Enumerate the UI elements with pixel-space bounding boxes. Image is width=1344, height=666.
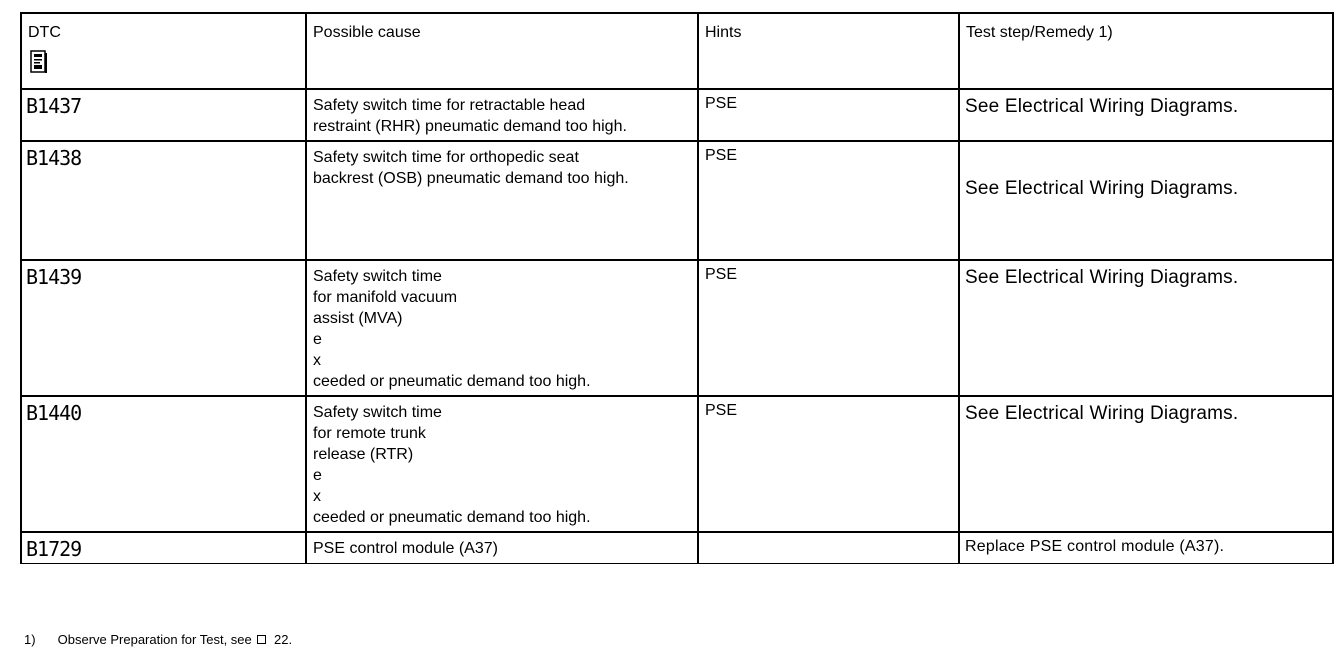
cause-line: x [313, 488, 321, 505]
possible-cause [307, 142, 697, 189]
remedy: See Electrical Wiring Diagrams. [965, 96, 1239, 117]
hint: PSE [705, 147, 738, 164]
table-row [21, 396, 1333, 532]
dtc-code: B1437 [26, 94, 82, 118]
table-row [21, 532, 1333, 564]
possible-cause [307, 261, 697, 392]
remedy: See Electrical Wiring Diagrams. [965, 178, 1239, 199]
cause-line: Safety switch time for retractable head [313, 97, 586, 114]
page-reference-icon [257, 635, 266, 644]
cause-line: ceeded or pneumatic demand too high. [313, 373, 591, 390]
cause-line: restraint (RHR) pneumatic demand too high. [313, 118, 627, 135]
cause-line: e [313, 331, 322, 348]
dtc-code: B1440 [26, 401, 82, 425]
table-row [21, 141, 1333, 260]
hint: PSE [705, 402, 738, 419]
cause-line: for manifold vacuum [313, 289, 458, 306]
header-cause: Possible cause [313, 24, 421, 41]
possible-cause [307, 397, 697, 528]
footnote-page: 22. [274, 632, 293, 647]
cause-line: backrest (OSB) pneumatic demand too high. [313, 170, 629, 187]
cause-line: e [313, 467, 322, 484]
table-header-row [21, 13, 1333, 89]
footnote [24, 632, 292, 647]
table-row [21, 260, 1333, 396]
hint [699, 533, 958, 538]
header-dtc: DTC [28, 24, 61, 41]
cause-line: assist (MVA) [313, 310, 403, 327]
hint: PSE [705, 95, 738, 112]
header-hints: Hints [705, 24, 742, 41]
dtc-code: B1439 [26, 265, 82, 289]
remedy: Replace PSE control module (A37). [965, 538, 1225, 555]
cause-line: for remote trunk [313, 425, 426, 442]
dtc-code: B1729 [26, 537, 82, 561]
cause-line: Safety switch time [313, 268, 442, 285]
cause-line: Safety switch time [313, 404, 442, 421]
diagnostic-document-icon [30, 50, 48, 74]
possible-cause [307, 533, 697, 559]
cause-line: PSE control module (A37) [313, 540, 498, 557]
hint: PSE [705, 266, 738, 283]
remedy: See Electrical Wiring Diagrams. [965, 267, 1239, 288]
header-cause-cell [306, 13, 698, 89]
header-hints-cell [698, 13, 959, 89]
table-row [21, 89, 1333, 141]
footnote-number: 1) [24, 632, 36, 647]
footnote-text: Observe Preparation for Test, see [57, 632, 252, 647]
cause-line: x [313, 352, 321, 369]
dtc-code: B1438 [26, 146, 82, 170]
cause-line: ceeded or pneumatic demand too high. [313, 509, 591, 526]
header-remedy-cell [959, 13, 1333, 89]
header-dtc-cell [21, 13, 306, 89]
header-remedy: Test step/Remedy 1) [966, 24, 1113, 41]
possible-cause [307, 90, 697, 137]
remedy: See Electrical Wiring Diagrams. [965, 403, 1239, 424]
dtc-table [20, 12, 1334, 564]
cause-line: release (RTR) [313, 446, 414, 463]
cause-line: Safety switch time for orthopedic seat [313, 149, 579, 166]
